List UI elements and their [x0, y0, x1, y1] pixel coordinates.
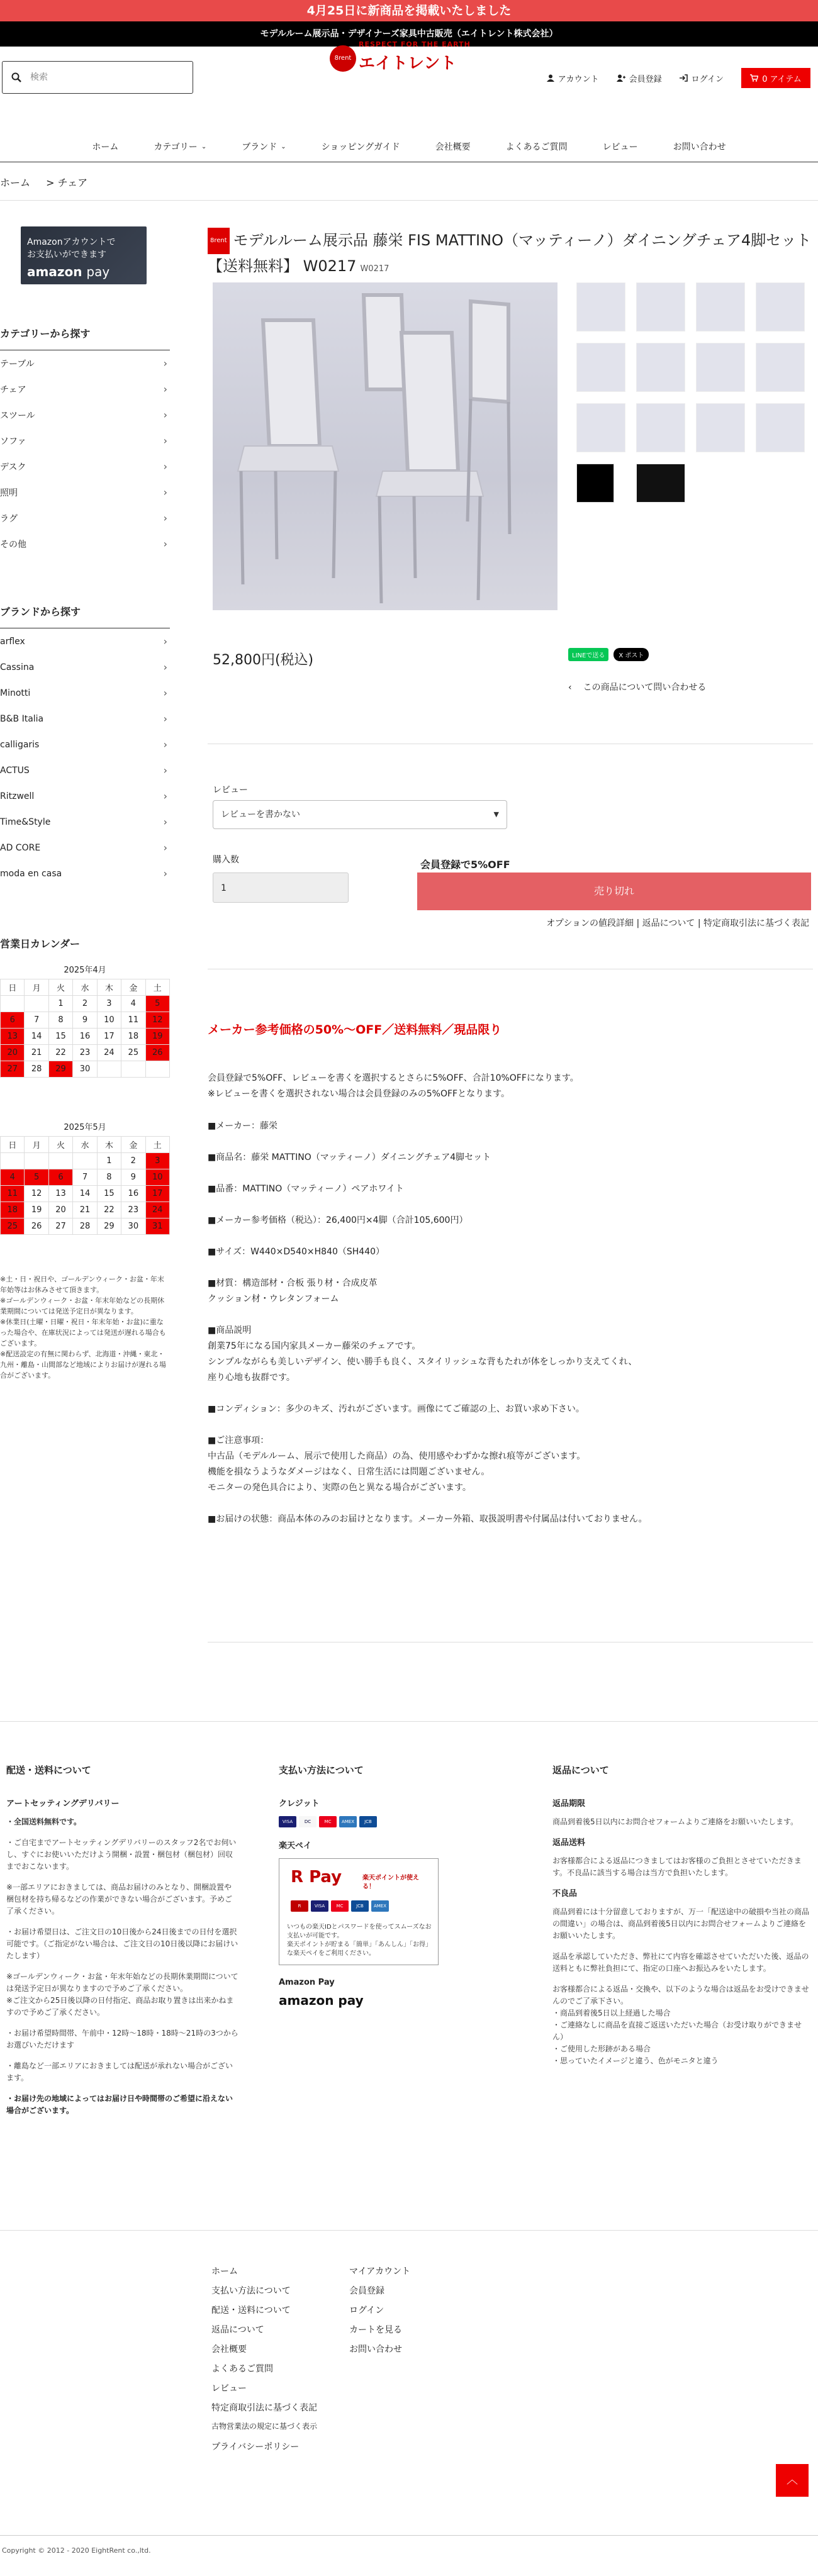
calendar-day: 11: [1, 1186, 25, 1202]
shop-badge: 8rent: [208, 228, 230, 254]
calendar-day: 8: [48, 1012, 72, 1029]
chevron-right-icon: ›: [163, 435, 167, 447]
user-icon: [547, 74, 554, 82]
rakuten-pay-logo: R Pay: [291, 1868, 342, 1887]
weekday-cell: 日: [1, 979, 25, 996]
calendar-day: 10: [145, 1169, 169, 1186]
calendar-table: [0, 1136, 170, 1235]
calendar-day: 20: [48, 1202, 72, 1218]
breadcrumb-chair[interactable]: > チェア: [46, 177, 88, 189]
brand-item[interactable]: ACTUS ›: [0, 764, 167, 776]
calendar-day: 18: [121, 1029, 145, 1045]
product-thumbnail[interactable]: [756, 343, 805, 392]
weekday-cell: 土: [145, 1137, 169, 1153]
note-line: ※ゴールデンウィーク・お盆・年末年始などの長期休業期間については発送予定日が異なります。: [0, 1296, 165, 1315]
nav-label: よくあるご質問: [505, 142, 568, 152]
calendar-day: 26: [25, 1218, 48, 1235]
payment-info: [279, 1765, 512, 2007]
calendar-day: 28: [73, 1218, 97, 1235]
rakuten-pay-text: いつもの楽天IDとパスワードを使ってスムーズなお支払いが可能です。 楽天ポイントが貯まる「簡単」「あんしん」「お得」な楽天ペイをご利用ください。: [287, 1924, 432, 1957]
desc-size: ■サイズ：W440×D540×H840（SH440）: [208, 1247, 385, 1257]
page-top-button[interactable]: [776, 2464, 809, 2497]
calendar-day: 16: [73, 1029, 97, 1045]
desc-condition: ■コンディション：多少のキズ、汚れがございます。画像にてご確認の上、お買い求め下さい。: [208, 1404, 585, 1414]
rakuten-card-logos: [291, 1900, 391, 1912]
review-select[interactable]: [213, 800, 507, 829]
nav-label: お問い合わせ: [673, 142, 726, 152]
shipping-free: ・全国送料無料です。: [6, 1817, 82, 1826]
product-thumbnail[interactable]: [696, 343, 745, 392]
visa-icon: VISA: [311, 1900, 328, 1912]
calendar-title: 営業日カレンダー: [0, 938, 80, 950]
nav-company[interactable]: [418, 137, 488, 156]
calendar-day: 22: [97, 1202, 121, 1218]
amazon-pay-banner[interactable]: [21, 226, 147, 284]
calendar-day: 15: [48, 1029, 72, 1045]
nav-label: ショッピングガイド: [321, 142, 400, 152]
divider: [0, 2230, 818, 2231]
desc-notes: ■ご注意事項： 中古品（モデルルーム、展示で使用した商品）の為、使用感やわずかな擦れ痕等がございます。 機能を損なうようなダメージはなく、日常生活には問題ございません。 モニターの発色具合により、実際の色と異なる場合がございます。: [208, 1436, 586, 1493]
nav-label: ホーム: [92, 142, 119, 152]
chevron-down-icon: ▼: [493, 810, 499, 818]
calendar-day: 5: [145, 996, 169, 1012]
footer-links-main: [211, 2265, 317, 2460]
product-thumbnail[interactable]: [636, 464, 685, 503]
chevron-right-icon: ›: [163, 512, 167, 524]
calendar-day: [48, 1153, 72, 1169]
calendar-day: 14: [73, 1186, 97, 1202]
main-product-image[interactable]: [213, 282, 557, 610]
weekday-cell: 月: [25, 979, 48, 996]
calendar-day: 2: [121, 1153, 145, 1169]
brand-item[interactable]: Time&Style ›: [0, 816, 167, 828]
category-title: カテゴリーから探す: [0, 328, 91, 340]
divider: [0, 1721, 818, 1722]
chevron-right-icon: ›: [163, 842, 167, 854]
jcb-icon: JCB: [359, 1816, 377, 1827]
calendar-april: [0, 962, 170, 1078]
calendar-day: 5: [25, 1169, 48, 1186]
calendar-day: 6: [48, 1169, 72, 1186]
credit-title: クレジット: [279, 1799, 320, 1809]
shipping-warning: ・お届け先の地域によってはお届け日や時間帯のご希望に沿えない場合がございます。: [6, 2094, 233, 2115]
nav-review[interactable]: [585, 137, 656, 156]
note-line: ※土・日・祝日や、ゴールデンウィーク・お盆・年末年始等はお休みさせて頂きます。: [0, 1275, 164, 1294]
brand-title: ブランドから探す: [0, 606, 81, 618]
nav-category[interactable]: [136, 137, 224, 156]
calendar-day: 21: [73, 1202, 97, 1218]
desc-name: ■商品名：藤栄 MATTINO（マッティーノ）ダイニングチェア4脚セット: [208, 1152, 491, 1163]
calendar-day: 2: [73, 996, 97, 1012]
footer-link[interactable]: 会社概要: [211, 2345, 247, 2355]
inquiry-label: この商品について問い合わせる: [583, 683, 707, 693]
footer-link[interactable]: カートを見る: [349, 2325, 402, 2335]
calendar-day: 7: [25, 1012, 48, 1029]
chevron-right-icon: ›: [163, 486, 167, 498]
footer-link[interactable]: マイアカウント: [349, 2267, 411, 2277]
brand-item[interactable]: B&B Italia ›: [0, 713, 167, 725]
description-intro: 会員登録で5%OFF、レビューを書くを選択するとさらに5%OFF、合計10%OFFになります。 ※レビューを書くを選択されない場合は会員登録のみの5%OFFとなります。: [208, 1073, 579, 1099]
weekday-cell: 金: [121, 1137, 145, 1153]
register-label: 会員登録: [629, 74, 662, 84]
calendar-day: 9: [121, 1169, 145, 1186]
calendar-day: 31: [145, 1218, 169, 1235]
calendar-day: 27: [48, 1218, 72, 1235]
option-links[interactable]: オプションの値段詳細 | 返品について | 特定商取引法に基づく表記: [546, 918, 809, 928]
calendar-day: 17: [97, 1029, 121, 1045]
brand-item[interactable]: Cassina ›: [0, 661, 167, 673]
member-discount-label: 会員登録で5%OFF: [420, 859, 510, 871]
brand-item[interactable]: arflex ›: [0, 635, 167, 647]
weekday-cell: 水: [73, 979, 97, 996]
calendar-day: 30: [73, 1061, 97, 1078]
nav-faq[interactable]: [488, 137, 585, 156]
calendar-day: 28: [25, 1061, 48, 1078]
calendar-day: 23: [121, 1202, 145, 1218]
calendar-day: 30: [121, 1218, 145, 1235]
calendar-day: 29: [97, 1218, 121, 1235]
footer-link[interactable]: よくあるご質問: [211, 2364, 273, 2374]
calendar-day: [1, 996, 25, 1012]
product-thumbnail[interactable]: [576, 464, 614, 503]
calendar-day: 24: [145, 1202, 169, 1218]
brand-item[interactable]: calligaris ›: [0, 739, 167, 750]
product-thumbnail[interactable]: [756, 282, 805, 332]
product-thumbnail[interactable]: [636, 282, 685, 332]
rakuten-pay-banner[interactable]: [279, 1858, 439, 1965]
weekday-cell: 木: [97, 979, 121, 996]
footer-link[interactable]: 古物営業法の規定に基づく表示: [211, 2422, 318, 2431]
rakuten-point-text: 楽天ポイントが使える！: [362, 1875, 419, 1890]
weekday-cell: 月: [25, 1137, 48, 1153]
x-icon: X: [619, 652, 625, 659]
calendar-day: 26: [145, 1045, 169, 1061]
nav-home[interactable]: [74, 137, 136, 156]
nav-brand[interactable]: [224, 137, 303, 156]
category-item[interactable]: テーブル ›: [0, 357, 167, 369]
nav-contact[interactable]: [656, 137, 744, 156]
amex-icon: AMEX: [371, 1900, 389, 1912]
calendar-day: 7: [73, 1169, 97, 1186]
weekday-cell: 金: [121, 979, 145, 996]
calendar-day: 20: [1, 1045, 25, 1061]
desc-feature: ■商品説明 創業75年になる国内家具メーカー藤栄のチェアです。 シンプルながらも美しいデザイン、使い勝手も良く、スタイリッシュな背もたれが体をしっかり支えてくれ、 座り心地も抜群です。: [208, 1325, 637, 1383]
footer-link[interactable]: プライバシーポリシー: [211, 2442, 300, 2452]
product-thumbnail[interactable]: [636, 343, 685, 392]
calendar-day: 19: [145, 1029, 169, 1045]
calendar-day: 12: [25, 1186, 48, 1202]
calendar-day: 22: [48, 1045, 72, 1061]
line-share-button[interactable]: LINEで送る: [568, 648, 608, 661]
weekday-cell: 火: [48, 979, 72, 996]
calendar-day: 6: [1, 1012, 25, 1029]
chevron-right-icon: ›: [163, 790, 167, 802]
calendar-day: 24: [97, 1045, 121, 1061]
credit-card-logos: [279, 1816, 512, 1827]
account-link[interactable]: [547, 72, 599, 84]
x-post-label: ポスト: [625, 652, 644, 659]
chevron-down-icon: ⌄: [281, 143, 286, 150]
category-item[interactable]: チェア ›: [0, 383, 167, 395]
category-list: [0, 350, 170, 557]
calendar-day: 19: [25, 1202, 48, 1218]
note-line: ※配送設定の有無に関わらず、北海道・沖縄・東北・九州・離島・山間部など地域によりお届けが遅れる場合がございます。: [0, 1350, 166, 1380]
calendar-day: 4: [1, 1169, 25, 1186]
calendar-notes: [0, 1274, 170, 1381]
product-title: [208, 228, 812, 281]
product-thumbnail[interactable]: [696, 403, 745, 452]
login-label: ログイン: [691, 74, 724, 84]
amazon-ad-text: お支払いができます: [27, 250, 106, 260]
footer-link[interactable]: ホーム: [211, 2267, 238, 2277]
chevron-right-icon: ›: [163, 460, 167, 472]
calendar-day: 18: [1, 1202, 25, 1218]
weekday-cell: 水: [73, 1137, 97, 1153]
site-logo[interactable]: [327, 40, 491, 79]
calendar-day: 21: [25, 1045, 48, 1061]
calendar-day: 1: [48, 996, 72, 1012]
calendar-month: 2025年5月: [64, 1123, 106, 1132]
chevron-right-icon: ›: [163, 661, 167, 673]
footer-link[interactable]: 会員登録: [349, 2286, 384, 2296]
product-inquiry-link[interactable]: [568, 681, 706, 693]
account-label: アカウント: [557, 74, 599, 84]
return-title: 返品について: [552, 1765, 609, 1776]
product-thumbnail[interactable]: [576, 282, 625, 332]
calendar-day: 16: [121, 1186, 145, 1202]
calendar-may: [0, 1120, 170, 1235]
footer-link[interactable]: レビュー: [211, 2384, 247, 2394]
brand-item[interactable]: moda en casa ›: [0, 867, 167, 879]
footer-links-account: [349, 2265, 410, 2362]
rakuten-pay-title: 楽天ペイ: [279, 1841, 312, 1851]
description-headline: メーカー参考価格の50%〜OFF／送料無料／現品限り: [208, 1023, 502, 1037]
calendar-day: [145, 1061, 169, 1078]
calendar-day: 14: [25, 1029, 48, 1045]
copyright: Copyright © 2012 - 2020 EightRent co.,ltd.: [2, 2546, 151, 2555]
product-thumbnail[interactable]: [696, 282, 745, 332]
calendar-day: 23: [73, 1045, 97, 1061]
register-link[interactable]: [617, 72, 662, 84]
calendar-day: 4: [121, 996, 145, 1012]
footer-link[interactable]: 配送・送料について: [211, 2306, 291, 2316]
logo-tagline: RESPECT FOR THE EARTH: [359, 40, 471, 48]
calendar-day: 10: [97, 1012, 121, 1029]
chevron-right-icon: ›: [163, 816, 167, 828]
product-thumbnail[interactable]: [756, 403, 805, 452]
search-input[interactable]: [30, 72, 181, 82]
chevron-right-icon: ›: [163, 867, 167, 879]
nav-label: カテゴリー: [154, 142, 198, 152]
calendar-day: [25, 996, 48, 1012]
product-thumbnail[interactable]: [576, 403, 625, 452]
calendar-month: 2025年4月: [64, 966, 106, 975]
calendar-day: [121, 1061, 145, 1078]
logo-mark: 8rent: [330, 45, 356, 72]
visa-icon: VISA: [279, 1816, 296, 1827]
divider: [0, 200, 818, 201]
sold-out-button[interactable]: 売り切れ: [417, 873, 811, 910]
desc-delivery: ■お届けの状態：商品本体のみのお届けとなります。メーカー外箱、取扱説明書や付属品は付いておりません。: [208, 1514, 647, 1524]
mastercard-icon: MC: [319, 1816, 337, 1827]
brand-item[interactable]: Ritzwell ›: [0, 790, 167, 802]
diners-icon: DC: [299, 1816, 317, 1827]
product-title-text: モデルルーム展示品 藤栄 FIS MATTINO（マッティーノ）ダイニングチェア4脚セット 【送料無料】 W0217: [208, 231, 812, 275]
rakuten-card-icon: R: [291, 1900, 308, 1912]
footer-link[interactable]: 返品について: [211, 2325, 264, 2335]
calendar-day: [1, 1153, 25, 1169]
announcement-banner: 4月25日に新商品を掲載いたしました: [0, 0, 818, 21]
return-info: 返品について 返品期限 商品到着後5日以内にお問合せフォームよりご連絡をお願いいたします。 返品送料 お客様都合による返品につきましてはお客様のご負担とさせていただきます。不良品に該当する場合は当方で負担いたします。 不良品 商品到着には十分留意しておりますが、万一「配送途中の破損や当社の商品の間違い」の場合は、商品到着後5日以内にお問合せフォームよりご連絡をお願いいたします。 返品を承認していただき、弊社にて内容を確認させていただいた後、返品の送料ともに弊社負担にて、指定の口座へお振込みをいたします。 お客様都合による返品・交換や、以下のような場合は返品をお受けできませんのでご了承下さい。 ・商品到着後5日以上経過した場合 ・ご連絡なしに商品を直接ご返送いただいた場合（お受け取りができません） ・ご使用した形跡がある場合 ・思っていたイメージと違う、色がモニタと違う: [552, 1765, 810, 2065]
chevron-right-icon: ›: [163, 357, 167, 369]
review-label: レビュー: [213, 785, 248, 795]
calendar-day: 25: [121, 1045, 145, 1061]
calendar-day: 25: [1, 1218, 25, 1235]
chevron-right-icon: ›: [163, 764, 167, 776]
chevron-down-icon: ⌄: [201, 143, 207, 150]
calendar-day: 1: [97, 1153, 121, 1169]
logo-name: エイトレント: [359, 54, 457, 73]
calendar-day: 13: [1, 1029, 25, 1045]
shipping-subtitle: アートセッティングデリバリー: [6, 1799, 120, 1809]
category-item[interactable]: ラグ ›: [0, 512, 167, 524]
global-nav: [0, 137, 818, 162]
chevron-right-icon: ›: [163, 635, 167, 647]
quantity-input[interactable]: 1: [213, 873, 349, 903]
nav-label: 会社概要: [435, 142, 471, 152]
category-item[interactable]: 照明 ›: [0, 486, 167, 498]
amazon-ad-text: Amazonアカウントで: [27, 237, 116, 247]
calendar-day: 9: [73, 1012, 97, 1029]
calendar-day: 13: [48, 1186, 72, 1202]
search-icon: [11, 72, 21, 82]
chevron-right-icon: ›: [163, 383, 167, 395]
calendar-day: 17: [145, 1186, 169, 1202]
weekday-cell: 日: [1, 1137, 25, 1153]
desc-maker: ■メーカー：藤栄: [208, 1121, 277, 1131]
brand-item[interactable]: AD CORE ›: [0, 842, 167, 854]
divider: [0, 2535, 818, 2536]
footer-link[interactable]: 支払い方法について: [211, 2286, 291, 2296]
desc-ref-price: ■メーカー参考価格（税込）：26,400円×4脚（合計105,600円）: [208, 1215, 468, 1225]
chevron-right-icon: ›: [163, 739, 167, 750]
product-code: W0217: [360, 264, 389, 274]
weekday-cell: 火: [48, 1137, 72, 1153]
amazon-pay-logo: amazon pay: [27, 264, 110, 279]
calendar-day: 11: [121, 1012, 145, 1029]
calendar-day: 3: [97, 996, 121, 1012]
calendar-day: [25, 1153, 48, 1169]
calendar-day: 12: [145, 1012, 169, 1029]
category-item[interactable]: ソファ ›: [0, 435, 167, 447]
breadcrumb-home[interactable]: ホーム: [0, 177, 31, 189]
calendar-table: [0, 979, 170, 1078]
chevron-right-icon: ›: [163, 713, 167, 725]
category-item[interactable]: その他 ›: [0, 538, 167, 550]
product-thumbnail[interactable]: [636, 403, 685, 452]
weekday-cell: 土: [145, 979, 169, 996]
brand-list: [0, 628, 170, 886]
amazon-pay-title: Amazon Pay: [279, 1978, 335, 1987]
x-post-button[interactable]: [614, 648, 649, 661]
amazon-pay-logo: amazon pay: [279, 1993, 364, 2008]
weekday-cell: 木: [97, 1137, 121, 1153]
login-link[interactable]: [680, 72, 724, 84]
shipping-title: 配送・送料について: [6, 1765, 91, 1776]
payment-title: 支払い方法について: [279, 1765, 364, 1776]
user-plus-icon: [617, 74, 625, 82]
utility-links: [547, 68, 818, 88]
category-item[interactable]: デスク ›: [0, 460, 167, 472]
chevron-up-icon: ︿: [787, 2473, 798, 2487]
footer-link[interactable]: ログイン: [349, 2306, 384, 2316]
mastercard-icon: MC: [331, 1900, 349, 1912]
cart-button[interactable]: [741, 68, 810, 88]
desc-material: ■材質：構造部材・合板 張り材・合成皮革 クッション材・ウレタンフォーム: [208, 1278, 378, 1304]
chevron-left-icon: ‹: [568, 683, 572, 693]
search-box[interactable]: [2, 61, 193, 94]
sub-banner: モデルルーム展示品・デザイナーズ家具中古販売（エイトレント株式会社）: [0, 21, 818, 47]
footer-link[interactable]: 特定商取引法に基づく表記: [211, 2403, 317, 2413]
calendar-day: [97, 1061, 121, 1078]
jcb-icon: JCB: [351, 1900, 369, 1912]
chevron-right-icon: ›: [163, 538, 167, 550]
calendar-day: [73, 1153, 97, 1169]
nav-guide[interactable]: [304, 137, 418, 156]
product-price: 52,800円(税込): [213, 652, 314, 668]
calendar-day: 29: [48, 1061, 72, 1078]
brand-item[interactable]: Minotti ›: [0, 687, 167, 699]
chevron-right-icon: ›: [163, 687, 167, 699]
product-thumbnail[interactable]: [576, 343, 625, 392]
review-select-value: レビューを書かない: [221, 810, 300, 820]
shipping-info: 配送・送料について アートセッティングデリバリー ・全国送料無料です。 ・ご自宅までアートセッティングデリバリーのスタッフ2名でお伺いし、すぐにお使いいただけよう開梱・設置・梱包材（梱包材）回収までおこないます。 ※一部エリアにおきましては、商品お届けのみとなり、開梱設置や梱包材を持ち帰るなどの作業ができない場合がございます。予めご了承ください。 ・お届け希望日は、ご注文日の10日後から24日後までの日付を選択可能です。（ご指定がない場合は、ご注文日の10日後以降にお届けいたします） ※ゴールデンウィーク・お盆・年末年始などの長期休業期間については発送予定日が異なりますので予めご了承ください。 ※ご注文から25日後以降の日付指定、商品お取り置きは出来かねますので予めご了承ください。 ・お届け希望時間帯、午前中・12時〜18時・18時〜21時の3つからお選びいただけます ・離島など一部エリアにおきましては配送が承れない場合がございます。 ・お届け先の地域によってはお届け日や時間帯のご希望に沿えない場合がございます。: [6, 1765, 239, 2126]
breadcrumb: [0, 175, 100, 189]
share-buttons: [568, 648, 649, 661]
calendar-day: 8: [97, 1169, 121, 1186]
category-item[interactable]: スツール ›: [0, 409, 167, 421]
nav-label: レビュー: [602, 142, 638, 152]
cart-icon: [750, 74, 758, 82]
chevron-right-icon: ›: [163, 409, 167, 421]
login-icon: [680, 74, 688, 82]
amex-icon: AMEX: [339, 1816, 357, 1827]
cart-label: 0 アイテム: [762, 74, 802, 84]
calendar-day: 27: [1, 1061, 25, 1078]
quantity-label: 購入数: [213, 855, 239, 865]
note-line: ※休業日(土曜・日曜・祝日・年末年始・お盆)に重なった場合や、在庫状況によっては発送が遅れる場合もございます。: [0, 1318, 166, 1347]
calendar-day: 3: [145, 1153, 169, 1169]
calendar-day: 15: [97, 1186, 121, 1202]
footer-link[interactable]: お問い合わせ: [349, 2345, 402, 2355]
nav-label: ブランド: [242, 142, 277, 152]
desc-color: ■品番：MATTINO（マッティーノ）ペアホワイト: [208, 1184, 404, 1194]
